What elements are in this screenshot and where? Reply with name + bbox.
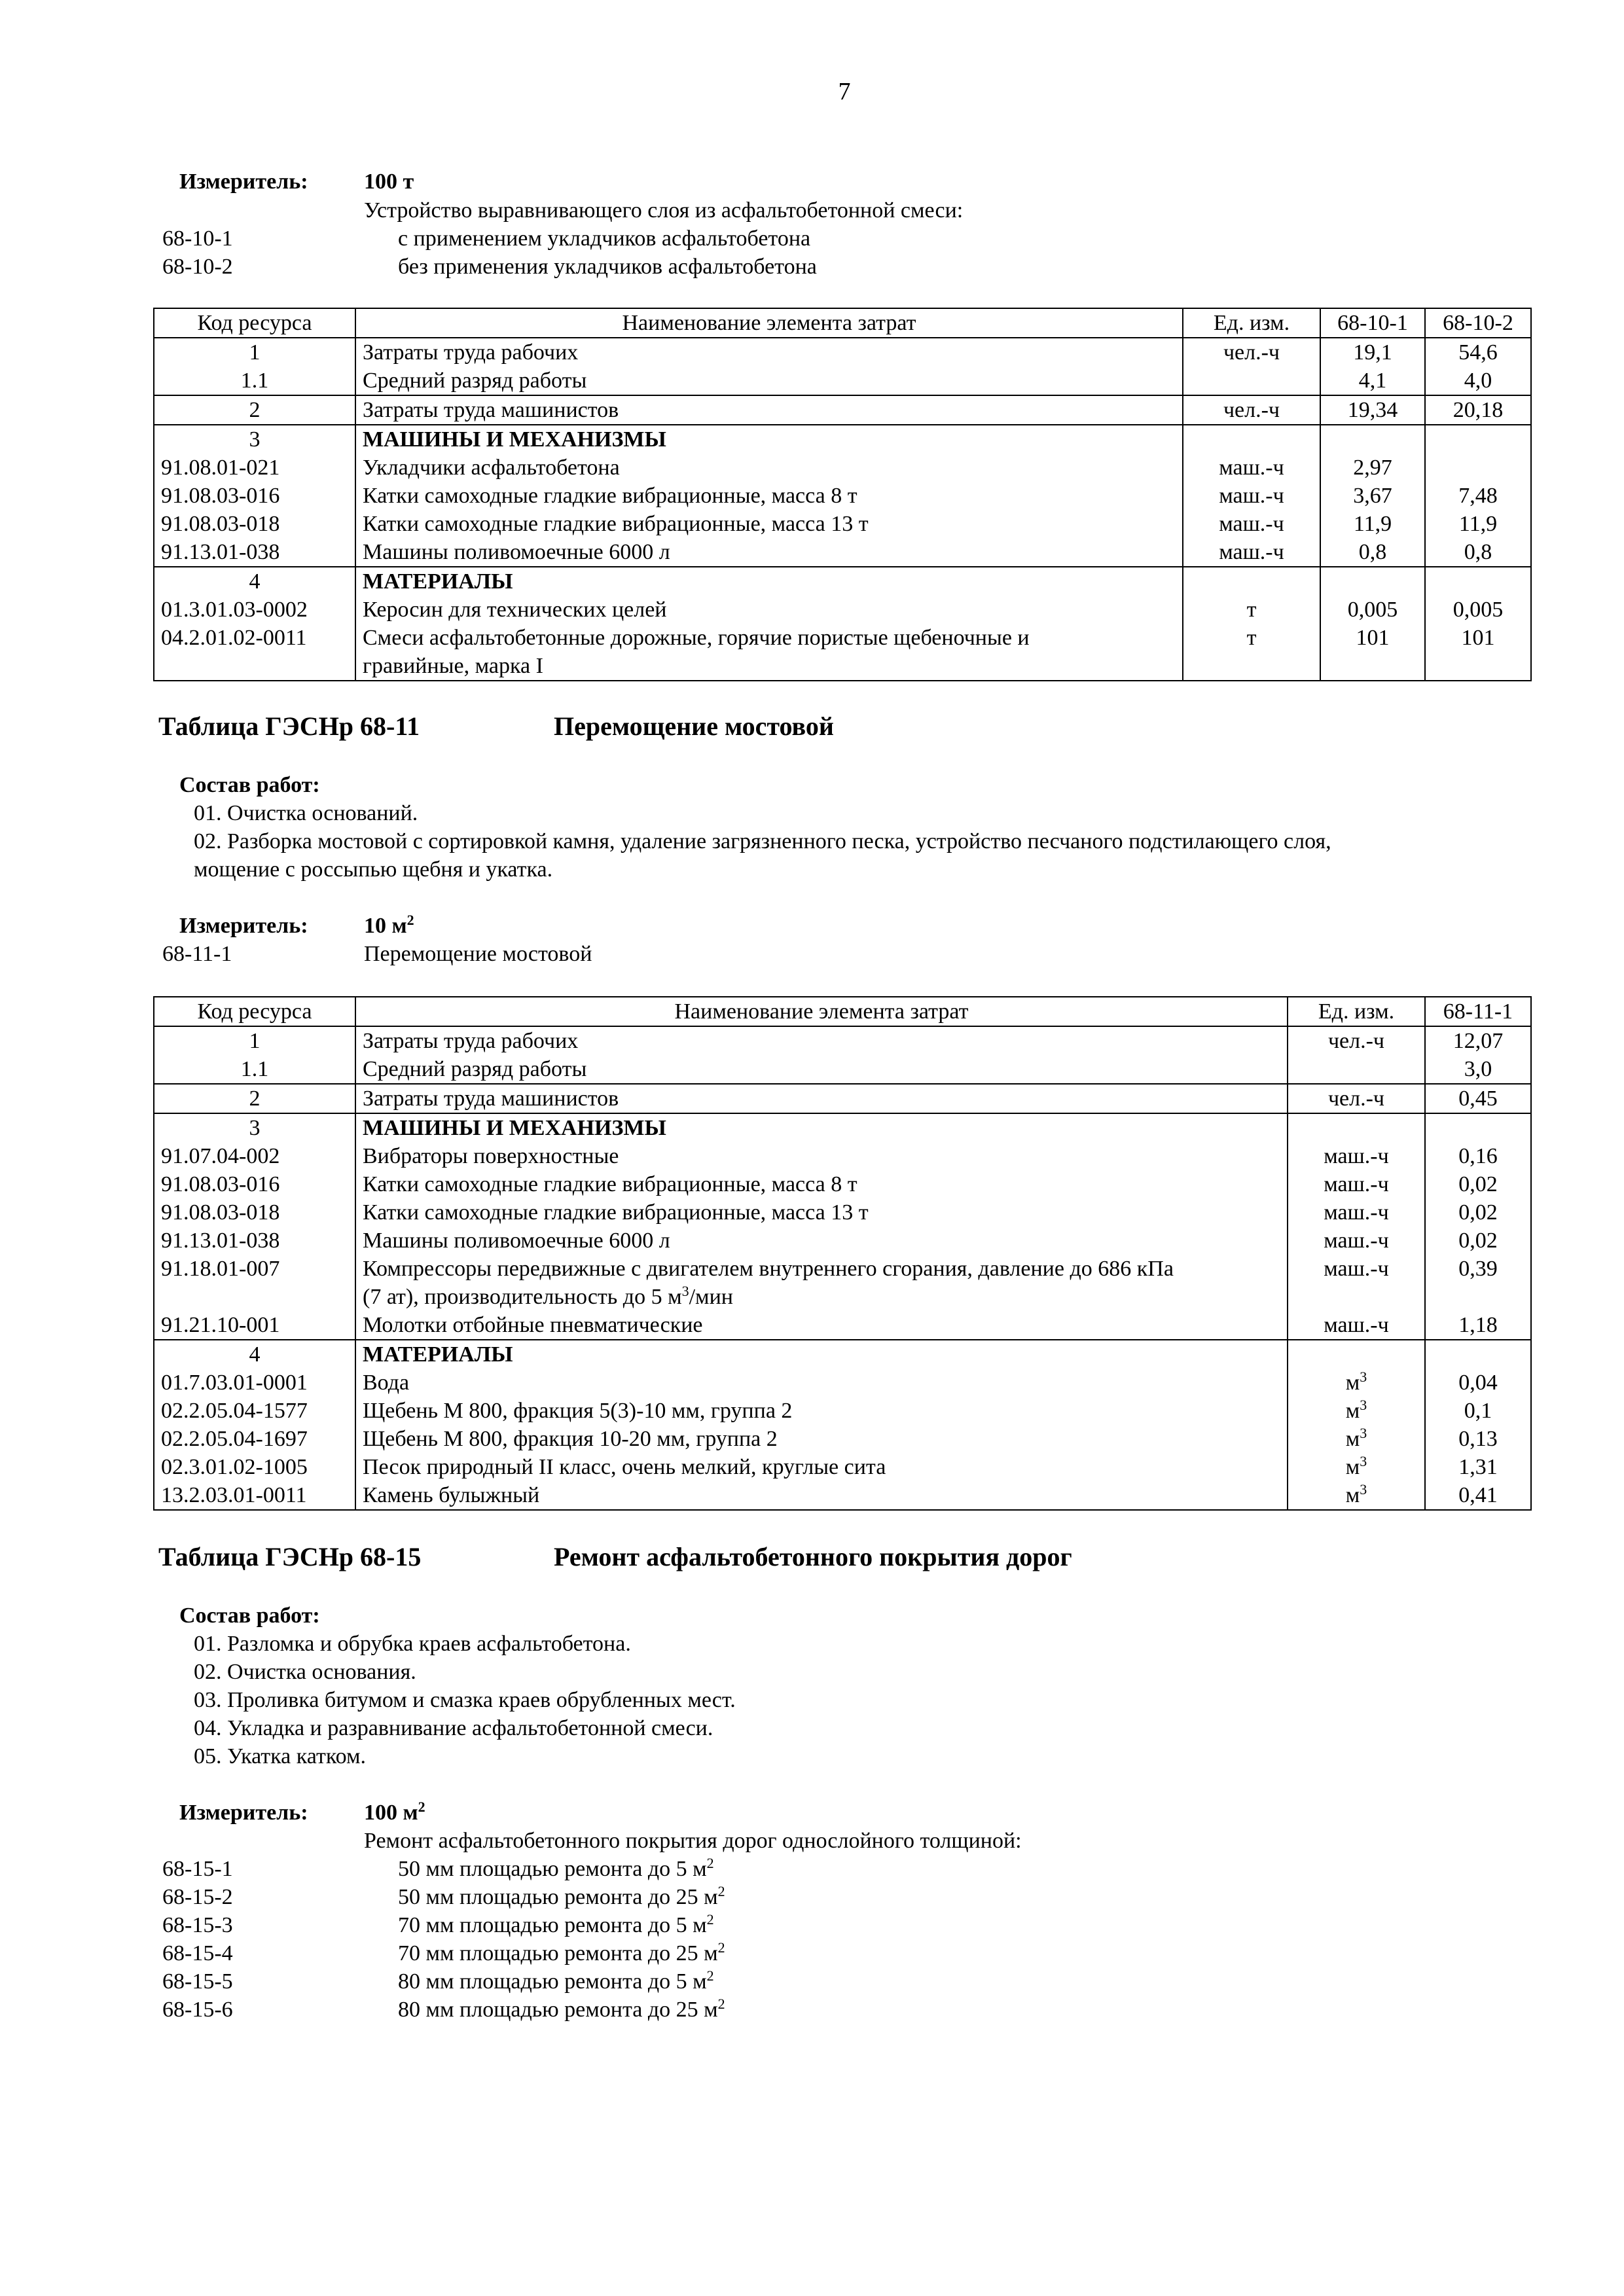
cell-code: 01.3.01.03-0002 <box>154 596 355 624</box>
cell-unit <box>1183 567 1320 596</box>
cell-code: 1 <box>154 1026 355 1055</box>
cell-value <box>1320 652 1425 681</box>
cell-code: 02.2.05.04-1697 <box>154 1425 355 1453</box>
cell-value: 20,18 <box>1425 395 1531 425</box>
cell-unit: маш.-ч <box>1288 1142 1425 1170</box>
work-item: 02. Очистка основания. <box>194 1660 416 1684</box>
table-row <box>154 395 1531 425</box>
item-code: 68-10-2 <box>162 255 233 279</box>
page-number: 7 <box>838 78 851 105</box>
cell-unit: т <box>1183 624 1320 652</box>
table-row <box>154 652 1531 681</box>
cell-value: 0,41 <box>1425 1481 1531 1510</box>
table-header-row <box>154 997 1531 1026</box>
cell-value: 101 <box>1320 624 1425 652</box>
cell-code: 1 <box>154 338 355 367</box>
cell-code: 91.08.03-016 <box>154 482 355 510</box>
cell-unit <box>1288 1340 1425 1369</box>
table-header-row <box>154 308 1531 338</box>
cell-code: 3 <box>154 425 355 454</box>
cell-value: 0,04 <box>1425 1369 1531 1397</box>
cell-value <box>1425 567 1531 596</box>
measure-value: 100 т <box>364 170 414 194</box>
item-text: с применением укладчиков асфальтобетона <box>398 226 811 251</box>
table-row <box>154 482 1531 510</box>
cell-value: 11,9 <box>1320 510 1425 538</box>
table-row <box>154 1255 1531 1283</box>
item-text: 70 мм площадью ремонта до 25 $м^2$ <box>398 1939 725 1965</box>
header-cell: Ед. изм. <box>1288 997 1425 1026</box>
cell-value: 0,8 <box>1425 538 1531 567</box>
cell-code <box>154 652 355 681</box>
cell-group-title: МАТЕРИАЛЫ <box>355 567 1183 596</box>
cell-unit: чел.-ч <box>1288 1026 1425 1055</box>
work-item: 04. Укладка и разравнивание асфальтобетонной смеси. <box>194 1716 713 1740</box>
cell-name-continued: (7 ат), производительность до 5 $м^3$/мин <box>355 1283 1288 1311</box>
cell-name: Затраты труда рабочих <box>355 1026 1288 1055</box>
cell-name: Укладчики асфальтобетона <box>355 454 1183 482</box>
work-item: 01. Разломка и обрубка краев асфальтобетона. <box>194 1632 631 1656</box>
cell-unit: маш.-ч <box>1288 1227 1425 1255</box>
cell-unit <box>1183 652 1320 681</box>
cell-value: 19,1 <box>1320 338 1425 367</box>
item-text: без применения укладчиков асфальтобетона <box>398 255 817 279</box>
table-row <box>154 1311 1531 1340</box>
cell-unit <box>1183 367 1320 395</box>
measure-label: Измеритель: <box>179 170 308 194</box>
cell-code: 91.08.03-018 <box>154 510 355 538</box>
work-item: мощение с россыпью щебня и укатка. <box>194 857 553 882</box>
cell-name: Катки самоходные гладкие вибрационные, масса 8 т <box>355 1170 1288 1198</box>
table-row <box>154 1283 1531 1311</box>
cell-value: 19,34 <box>1320 395 1425 425</box>
table-row <box>154 454 1531 482</box>
item-code: 68-15-1 <box>162 1857 233 1881</box>
cell-value: 4,0 <box>1425 367 1531 395</box>
item-code: 68-15-2 <box>162 1885 233 1909</box>
work-item: 01. Очистка оснований. <box>194 801 418 825</box>
cell-unit: маш.-ч <box>1183 538 1320 567</box>
cell-unit: маш.-ч <box>1288 1255 1425 1283</box>
item-text: 80 мм площадью ремонта до 5 $м^2$ <box>398 1967 714 1994</box>
table-row <box>154 425 1531 454</box>
cell-value <box>1425 425 1531 454</box>
cell-unit: маш.-ч <box>1183 454 1320 482</box>
item-text: 50 мм площадью ремонта до 5 $м^2$ <box>398 1855 714 1881</box>
cell-value: 0,45 <box>1425 1084 1531 1113</box>
cell-value: 0,1 <box>1425 1397 1531 1425</box>
cell-name: Затраты труда рабочих <box>355 338 1183 367</box>
cell-name: Средний разряд работы <box>355 1055 1288 1084</box>
cell-value: 0,13 <box>1425 1425 1531 1453</box>
table-row <box>154 510 1531 538</box>
item-code: 68-11-1 <box>162 942 232 966</box>
table-row <box>154 1084 1531 1113</box>
cell-name: Керосин для технических целей <box>355 596 1183 624</box>
cell-unit: маш.-ч <box>1183 510 1320 538</box>
cell-unit: чел.-ч <box>1183 395 1320 425</box>
cell-name: Молотки отбойные пневматические <box>355 1311 1288 1340</box>
cell-code: 2 <box>154 1084 355 1113</box>
cell-unit <box>1183 425 1320 454</box>
resource-table-68-10 <box>153 308 1532 681</box>
cell-value: 0,8 <box>1320 538 1425 567</box>
cell-value: 0,02 <box>1425 1170 1531 1198</box>
table-row <box>154 596 1531 624</box>
cell-value: 12,07 <box>1425 1026 1531 1055</box>
item-text: Перемощение мостовой <box>364 942 592 966</box>
table-row <box>154 538 1531 567</box>
cell-unit: чел.-ч <box>1183 338 1320 367</box>
cell-code: 91.08.03-018 <box>154 1198 355 1227</box>
cell-name: Смеси асфальтобетонные дорожные, горячие пористые щебеночные и <box>355 624 1183 652</box>
cell-unit: маш.-ч <box>1288 1311 1425 1340</box>
table-row <box>154 1170 1531 1198</box>
item-code: 68-15-3 <box>162 1913 233 1937</box>
cell-name: Катки самоходные гладкие вибрационные, масса 13 т <box>355 1198 1288 1227</box>
table-row <box>154 567 1531 596</box>
cell-value: 0,005 <box>1320 596 1425 624</box>
table-row <box>154 1369 1531 1397</box>
cell-code: 91.18.01-007 <box>154 1255 355 1283</box>
cell-name: Камень булыжный <box>355 1481 1288 1510</box>
header-cell: Наименование элемента затрат <box>355 308 1183 338</box>
cell-name: Компрессоры передвижные с двигателем внутреннего сгорания, давление до 686 кПа <box>355 1255 1288 1283</box>
cell-group-title: МАШИНЫ И МЕХАНИЗМЫ <box>355 425 1183 454</box>
cell-value: 0,02 <box>1425 1227 1531 1255</box>
cell-code: 1.1 <box>154 367 355 395</box>
cell-value: 11,9 <box>1425 510 1531 538</box>
cell-value: 1,31 <box>1425 1453 1531 1481</box>
cell-value: 0,16 <box>1425 1142 1531 1170</box>
cell-value <box>1320 567 1425 596</box>
cell-code: 13.2.03.01-0011 <box>154 1481 355 1510</box>
cell-unit: т <box>1183 596 1320 624</box>
cell-unit: $м^3$ <box>1288 1481 1425 1510</box>
cell-name: Вибраторы поверхностные <box>355 1142 1288 1170</box>
cell-name: Катки самоходные гладкие вибрационные, масса 8 т <box>355 482 1183 510</box>
header-cell: Ед. изм. <box>1183 308 1320 338</box>
item-code: 68-15-6 <box>162 1998 233 2022</box>
cell-name: Машины поливомоечные 6000 л <box>355 538 1183 567</box>
cell-name: Щебень М 800, фракция 5(3)-10 мм, группа 2 <box>355 1397 1288 1425</box>
work-composition-label: Состав работ: <box>179 773 320 797</box>
header-cell: Код ресурса <box>154 308 355 338</box>
work-item: 03. Проливка битумом и смазка краев обрубленных мест. <box>194 1688 736 1712</box>
cell-unit: маш.-ч <box>1288 1198 1425 1227</box>
item-text: 70 мм площадью ремонта до 5 $м^2$ <box>398 1911 714 1937</box>
cell-value: 3,67 <box>1320 482 1425 510</box>
table-label: Таблица ГЭСНр 68-15 <box>158 1542 422 1571</box>
cell-code: 04.2.01.02-0011 <box>154 624 355 652</box>
cell-code: 91.07.04-002 <box>154 1142 355 1170</box>
item-text: 80 мм площадью ремонта до 25 $м^2$ <box>398 1996 725 2022</box>
table-row <box>154 1481 1531 1510</box>
table-row <box>154 1227 1531 1255</box>
table-row <box>154 338 1531 367</box>
cell-code: 91.08.03-016 <box>154 1170 355 1198</box>
cell-unit: $м^3$ <box>1288 1425 1425 1453</box>
cell-name: Машины поливомоечные 6000 л <box>355 1227 1288 1255</box>
item-code: 68-15-4 <box>162 1941 233 1965</box>
cell-unit <box>1288 1283 1425 1311</box>
table-row <box>154 1453 1531 1481</box>
cell-code: 2 <box>154 395 355 425</box>
cell-name: Затраты труда машинистов <box>355 1084 1288 1113</box>
cell-unit: маш.-ч <box>1183 482 1320 510</box>
cell-code: 91.13.01-038 <box>154 1227 355 1255</box>
cell-value: 4,1 <box>1320 367 1425 395</box>
work-item: 02. Разборка мостовой с сортировкой камня, удаление загрязненного песка, устройство песчаного подстилающего слоя, <box>194 829 1331 853</box>
table-row <box>154 1198 1531 1227</box>
section-title: Устройство выравнивающего слоя из асфальтобетонной смеси: <box>364 198 964 223</box>
header-cell: Код ресурса <box>154 997 355 1026</box>
cell-code: 91.21.10-001 <box>154 1311 355 1340</box>
cell-name: Затраты труда машинистов <box>355 395 1183 425</box>
table-row <box>154 1113 1531 1142</box>
cell-value: 3,0 <box>1425 1055 1531 1084</box>
cell-code: 3 <box>154 1113 355 1142</box>
item-code: 68-15-5 <box>162 1969 233 1994</box>
cell-value: 0,02 <box>1425 1198 1531 1227</box>
table-title: Перемощение мостовой <box>554 711 834 741</box>
item-text: 50 мм площадью ремонта до 25 $м^2$ <box>398 1883 725 1909</box>
cell-code: 02.3.01.02-1005 <box>154 1453 355 1481</box>
cell-value: 7,48 <box>1425 482 1531 510</box>
measure-label: Измеритель: <box>179 914 308 938</box>
cell-code: 01.7.03.01-0001 <box>154 1369 355 1397</box>
cell-value <box>1425 1283 1531 1311</box>
table-row <box>154 1340 1531 1369</box>
work-composition-label: Состав работ: <box>179 1604 320 1628</box>
cell-value: 1,18 <box>1425 1311 1531 1340</box>
cell-unit: чел.-ч <box>1288 1084 1425 1113</box>
table-row <box>154 1055 1531 1084</box>
measure-value: 10 $м^2$ <box>364 912 414 938</box>
item-code: 68-10-1 <box>162 226 233 251</box>
cell-code <box>154 1283 355 1311</box>
cell-name: Средний разряд работы <box>355 367 1183 395</box>
table-row <box>154 624 1531 652</box>
cell-value <box>1425 652 1531 681</box>
cell-value <box>1320 425 1425 454</box>
cell-unit: $м^3$ <box>1288 1397 1425 1425</box>
cell-name: Щебень М 800, фракция 10-20 мм, группа 2 <box>355 1425 1288 1453</box>
cell-name: Катки самоходные гладкие вибрационные, масса 13 т <box>355 510 1183 538</box>
table-row <box>154 1026 1531 1055</box>
cell-name: Вода <box>355 1369 1288 1397</box>
cell-code: 1.1 <box>154 1055 355 1084</box>
resource-table-68-11 <box>153 996 1532 1511</box>
table-label: Таблица ГЭСНр 68-11 <box>158 711 420 741</box>
cell-name: Песок природный II класс, очень мелкий, круглые сита <box>355 1453 1288 1481</box>
cell-code: 4 <box>154 1340 355 1369</box>
cell-value: 0,39 <box>1425 1255 1531 1283</box>
header-cell: Наименование элемента затрат <box>355 997 1288 1026</box>
cell-name-continued: гравийные, марка I <box>355 652 1183 681</box>
cell-unit: $м^3$ <box>1288 1369 1425 1397</box>
table-row <box>154 1397 1531 1425</box>
cell-unit: маш.-ч <box>1288 1170 1425 1198</box>
measure-label: Измеритель: <box>179 1801 308 1825</box>
cell-value: 0,005 <box>1425 596 1531 624</box>
table-title: Ремонт асфальтобетонного покрытия дорог <box>554 1542 1072 1571</box>
work-item: 05. Укатка катком. <box>194 1744 366 1768</box>
table-row <box>154 1425 1531 1453</box>
table-row <box>154 367 1531 395</box>
section-title: Ремонт асфальтобетонного покрытия дорог однослойного толщиной: <box>364 1829 1022 1853</box>
cell-value <box>1425 454 1531 482</box>
header-cell: 68-10-2 <box>1425 308 1531 338</box>
cell-value: 101 <box>1425 624 1531 652</box>
header-cell: 68-10-1 <box>1320 308 1425 338</box>
header-cell: 68-11-1 <box>1425 997 1531 1026</box>
cell-code: 4 <box>154 567 355 596</box>
cell-value: 54,6 <box>1425 338 1531 367</box>
cell-code: 91.08.01-021 <box>154 454 355 482</box>
cell-code: 91.13.01-038 <box>154 538 355 567</box>
cell-group-title: МАШИНЫ И МЕХАНИЗМЫ <box>355 1113 1288 1142</box>
measure-value: 100 $м^2$ <box>364 1799 425 1825</box>
cell-value: 2,97 <box>1320 454 1425 482</box>
table-row <box>154 1142 1531 1170</box>
cell-value <box>1425 1113 1531 1142</box>
cell-unit <box>1288 1113 1425 1142</box>
cell-unit <box>1288 1055 1425 1084</box>
cell-value <box>1425 1340 1531 1369</box>
cell-code: 02.2.05.04-1577 <box>154 1397 355 1425</box>
cell-group-title: МАТЕРИАЛЫ <box>355 1340 1288 1369</box>
cell-unit: $м^3$ <box>1288 1453 1425 1481</box>
